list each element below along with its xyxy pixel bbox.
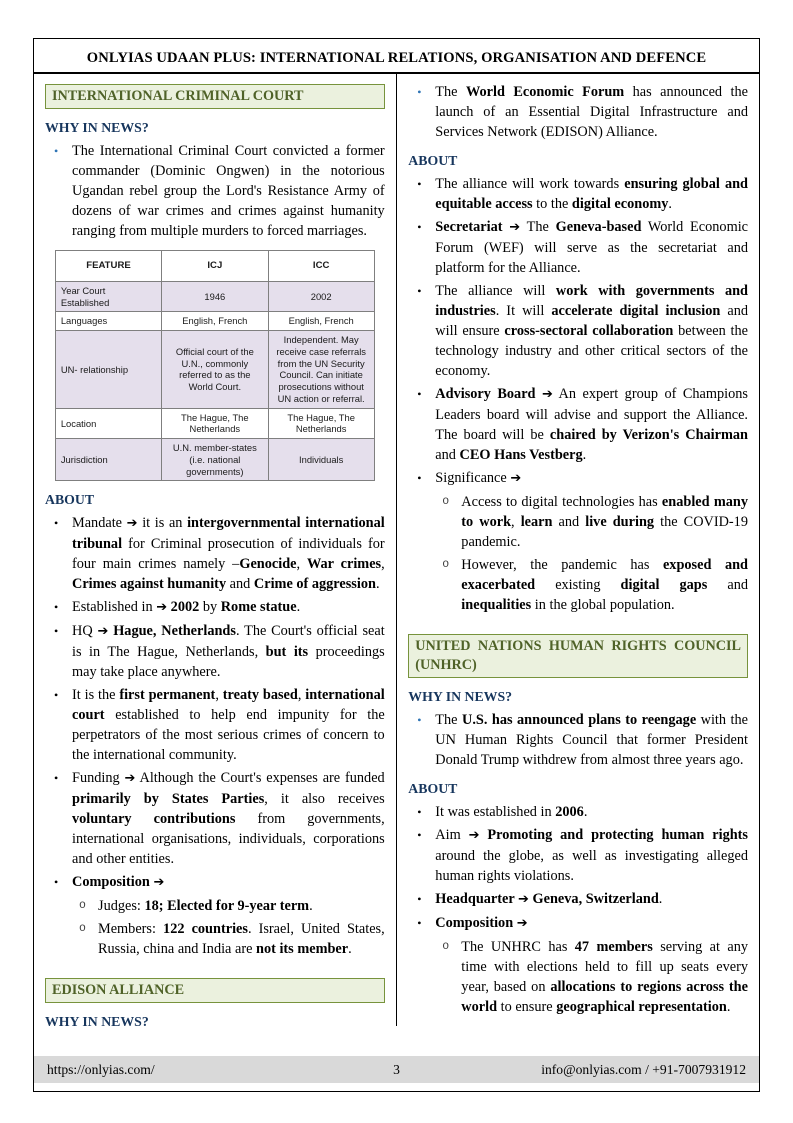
page-title: ONLYIAS UDAAN PLUS: INTERNATIONAL RELATIONS, ORGANISATION AND DEFENCE (34, 39, 759, 74)
bullet-text: Aim ➔ Promoting and protecting human rights around the globe, as well as investigating alleged human rights violations. (435, 827, 748, 884)
bullet-icon: • (54, 600, 59, 615)
bullet-icon: • (417, 284, 422, 298)
why-in-news-heading-unhrc: WHY IN NEWS? (408, 689, 513, 704)
bullet-icon: • (417, 387, 422, 401)
bullet-icon: • (417, 916, 422, 930)
table-cell: The Hague, The Netherlands (268, 408, 374, 439)
table-header-cell: ICJ (162, 251, 268, 282)
bullet-item (45, 685, 385, 765)
bullet-text: Members: 122 countries. Israel, United States, Russia, china and India are not its member. (98, 921, 385, 958)
bullet-item (408, 468, 748, 489)
table-cell: Official court of the U.N., commonly referred to as the World Court. (162, 331, 268, 409)
bullet-item (408, 802, 748, 822)
bullet-item (45, 872, 385, 893)
bullet-text: The U.S. has announced plans to reengage with the UN Human Rights Council that former President Donald Trump withdrew from almost three years ago. (435, 712, 748, 768)
icj-icc-comparison-table (55, 250, 375, 481)
section-title-international-criminal-court: INTERNATIONAL CRIMINAL COURT (45, 84, 385, 109)
bullet-icon: • (417, 828, 422, 842)
sub-bullet-icon: o (79, 922, 86, 936)
bullet-item (45, 768, 385, 869)
bullet-item (408, 174, 748, 214)
bullet-icon: • (417, 85, 422, 99)
sub-bullet-icon: o (79, 899, 86, 913)
about-heading-edison: ABOUT (408, 153, 458, 168)
sub-bullet-icon: o (442, 495, 450, 508)
bullet-icon: • (417, 177, 422, 191)
section-title-unhrc: UNITED NATIONS HUMAN RIGHTS COUNCIL (UNHRC) (408, 634, 748, 678)
bullet-text: Secretariat ➔ The Geneva-based World Economic Forum (WEF) will serve as the secretariat and platform for the Alliance. (435, 219, 749, 276)
bullet-icon: • (417, 892, 422, 906)
table-cell: 1946 (162, 281, 268, 312)
sub-bullet-item (436, 492, 748, 552)
right-column (397, 74, 759, 1026)
bullet-text: Judges: 18; Elected for 9-year term. (98, 898, 313, 915)
bullet-text: Funding ➔ Although the Court's expenses are funded primarily by States Parties, it also receives voluntary contributions from governments, international organisations, individuals, corporations and other entities. (72, 770, 385, 868)
table-header-cell: ICC (268, 251, 374, 282)
table-cell: Location (55, 408, 161, 439)
two-column-layout (34, 74, 759, 1026)
table-cell: The Hague, The Netherlands (162, 408, 268, 439)
table-cell: Jurisdiction (55, 439, 161, 481)
page-footer (34, 1056, 759, 1083)
bullet-text: The alliance will work with governments and industries. It will accelerate digital inclusion and will ensure cross-sectoral collaboration between the technology industry and other critical sectors of the economy. (435, 283, 749, 379)
bullet-item (408, 825, 748, 886)
bullet-item (45, 513, 385, 594)
table-row (55, 331, 374, 409)
bullet-text: The World Economic Forum has announced the launch of an Essential Digital Infrastructure and Services Network (EDISON) Alliance. (435, 84, 748, 140)
bullet-icon: • (54, 875, 59, 890)
sub-bullet-item (436, 555, 748, 615)
sub-bullet-icon: o (442, 940, 450, 953)
sub-bullet-item (436, 937, 748, 1017)
bullet-icon: • (54, 516, 59, 531)
bullet-text: Headquarter ➔ Geneva, Switzerland. (435, 891, 663, 907)
bullet-icon: • (54, 624, 59, 639)
bullet-item (408, 889, 748, 910)
table-header-cell: FEATURE (55, 251, 161, 282)
bullet-text: The UNHRC has 47 members serving at any time with elections held to fill up seats every year, based on allocations to regions across the world to ensure geographical representation. (461, 939, 748, 1015)
footer-url: https://onlyias.com/ (47, 1061, 155, 1077)
table-row (55, 281, 374, 312)
table-cell: English, French (162, 312, 268, 331)
bullet-text: HQ ➔ Hague, Netherlands. The Court's official seat is in The Hague, Netherlands, but its proceedings may take place anywhere. (72, 623, 385, 681)
bullet-item (45, 621, 385, 682)
left-column (34, 74, 396, 1026)
bullet-text: Established in ➔ 2002 by Rome statue. (72, 599, 301, 616)
table-cell: 2002 (268, 281, 374, 312)
bullet-text: Access to digital technologies has enabled many to work, learn and live during the COVID-19 pandemic. (461, 494, 748, 550)
bullet-icon: • (417, 713, 422, 727)
sub-bullet-icon: o (442, 558, 450, 571)
table-cell: UN- relationship (55, 331, 161, 409)
bullet-text: Significance ➔ (435, 470, 522, 486)
bullet-item (408, 82, 748, 142)
bullet-text: Composition ➔ (435, 915, 528, 931)
bullet-text: However, the pandemic has exposed and exacerbated existing digital gaps and inequalities in the global population. (461, 557, 749, 613)
bullet-icon: • (54, 688, 59, 703)
bullet-text: The alliance will work towards ensuring global and equitable access to the digital economy. (435, 176, 748, 212)
table-header-row (55, 251, 374, 282)
table-cell: Languages (55, 312, 161, 331)
bullet-item (408, 710, 748, 770)
bullet-item (408, 217, 748, 278)
bullet-text: It was established in 2006. (435, 804, 588, 820)
table-row (55, 408, 374, 439)
bullet-item (408, 384, 748, 465)
bullet-item (45, 141, 385, 241)
bullet-text: Composition ➔ (72, 874, 165, 891)
page-frame (33, 38, 760, 1092)
about-heading-unhrc: ABOUT (408, 781, 458, 796)
footer-page-number: 3 (393, 1061, 400, 1077)
bullet-item (408, 281, 748, 381)
table-row (55, 312, 374, 331)
about-heading-icc: ABOUT (45, 492, 95, 508)
bullet-icon: • (54, 144, 59, 158)
bullet-icon: • (417, 471, 422, 485)
why-in-news-heading-edison: WHY IN NEWS? (45, 1014, 149, 1026)
bullet-icon: • (417, 220, 422, 234)
footer-contact: info@onlyias.com / +91-7007931912 (541, 1061, 747, 1077)
sub-bullet-item (73, 919, 385, 959)
bullet-text: It is the first permanent, treaty based, international court established to help end impunity for the perpetrators of the most serious crimes of concern to the international community. (72, 687, 385, 764)
bullet-text: Advisory Board ➔ An expert group of Champions Leaders board will advise and support the Alliance. The board will be chaired by Verizon's Chairman and CEO Hans Vestberg. (435, 386, 748, 463)
table-cell: English, French (268, 312, 374, 331)
bullet-item (408, 913, 748, 934)
bullet-icon: • (417, 805, 422, 819)
sub-bullet-item (73, 896, 385, 916)
bullet-text: Mandate ➔ it is an intergovernmental international tribunal for Criminal prosecution of individuals for four main crimes namely –Genocide, War crimes, Crimes against humanity and Crime of aggression. (72, 515, 385, 593)
bullet-item (45, 597, 385, 618)
section-title-edison-alliance: EDISON ALLIANCE (45, 978, 385, 1003)
table-row (55, 439, 374, 481)
bullet-icon: • (54, 771, 59, 786)
why-in-news-heading-icc: WHY IN NEWS? (45, 120, 149, 135)
bullet-text: The International Criminal Court convicted a former commander (Dominic Ongwen) in the notorious Ugandan rebel group the Lord's Resistance Army of dozens of war crimes and crimes against humanity ranging from multiple murders to forced marriages. (72, 143, 385, 239)
table-cell: U.N. member-states (i.e. national governments) (162, 439, 268, 481)
table-cell: Independent. May receive case referrals from the UN Security Council. Can initiate prosecutions without UN action or referral. (268, 331, 374, 409)
table-cell: Year Court Established (55, 281, 161, 312)
table-cell: Individuals (268, 439, 374, 481)
